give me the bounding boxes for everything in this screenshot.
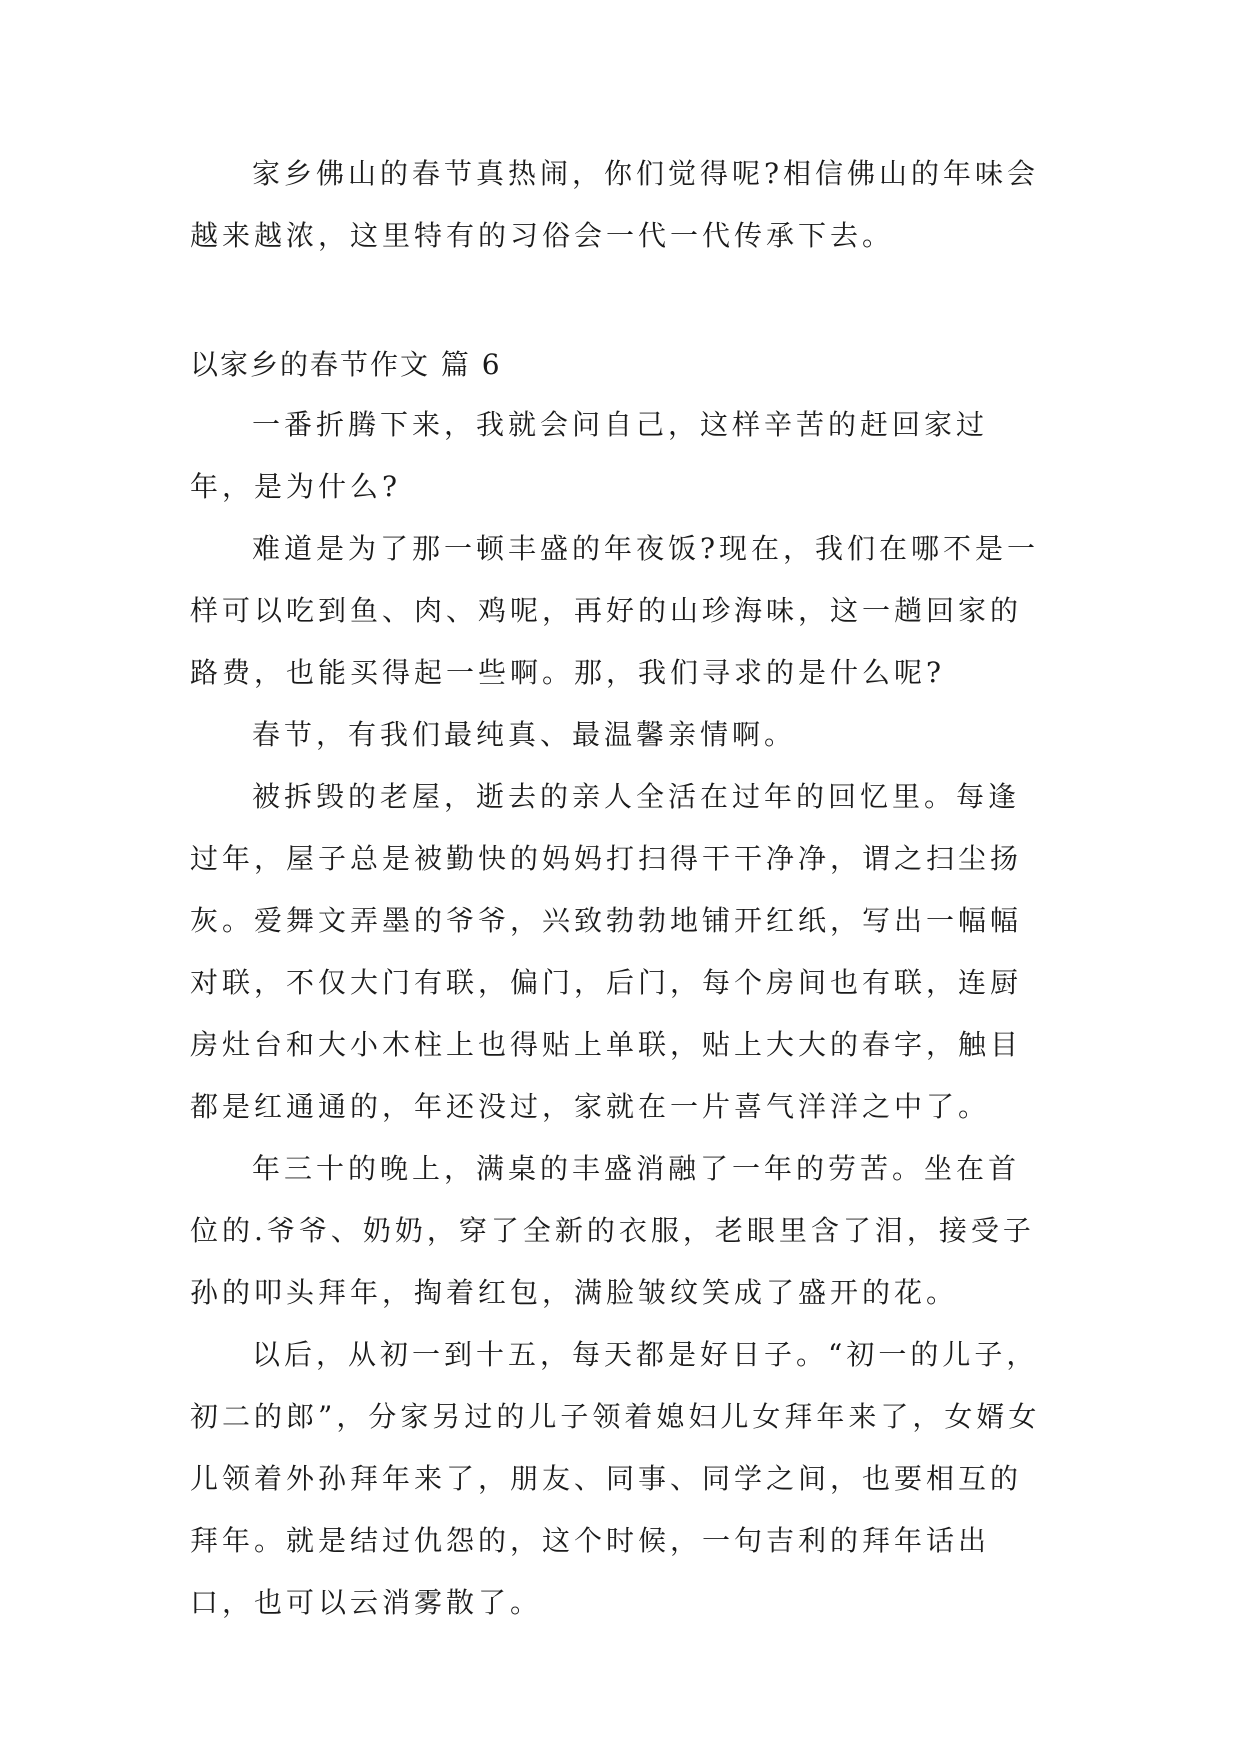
paragraph-4: 被拆毁的老屋，逝去的亲人全活在过年的回忆里。每逢过年，屋子总是被勤快的妈妈打扫得干干净净，谓之扫尘扬灰。爱舞文弄墨的爷爷，兴致勃勃地铺开红纸，写出一幅幅对联，不仅大门有联，偏门，后门，每个房间也有联，连厨房灶台和大小木柱上也得贴上单联，贴上大大的春字，触目都是红通通的，年还没过，家就在一片喜气洋洋之中了。 bbox=[190, 780, 1023, 1123]
paragraph-6: 以后，从初一到十五，每天都是好日子。“初一的儿子，初二的郎”，分家另过的儿子领着媳妇儿女拜年来了，女婿女儿领着外孙拜年来了，朋友、同事、同学之间，也要相互的拜年。就是结过仇怨的，这个时候，一句吉利的拜年话出口，也可以云消雾散了。 bbox=[190, 1338, 1041, 1619]
paragraph-3: 春节，有我们最纯真、最温馨亲情啊。 bbox=[252, 718, 797, 751]
paragraph-1: 一番折腾下来，我就会问自己，这样辛苦的赶回家过年，是为什么? bbox=[190, 408, 989, 503]
paragraph-2: 难道是为了那一顿丰盛的年夜饭?现在，我们在哪不是一样可以吃到鱼、肉、鸡呢，再好的山珍海味，这一趟回家的路费，也能买得起一些啊。那，我们寻求的是什么呢? bbox=[190, 532, 1040, 689]
intro-paragraph: 家乡佛山的春节真热闹，你们觉得呢?相信佛山的年味会越来越浓，这里特有的习俗会一代一代传承下去。 bbox=[190, 157, 1040, 252]
paragraph-5: 年三十的晚上，满桌的丰盛消融了一年的劳苦。坐在首位的.爷爷、奶奶，穿了全新的衣服，老眼里含了泪，接受子孙的叩头拜年，掏着红包，满脸皱纹笑成了盛开的花。 bbox=[190, 1152, 1035, 1309]
section-heading: 以家乡的春节作文 篇 6 bbox=[190, 348, 502, 381]
